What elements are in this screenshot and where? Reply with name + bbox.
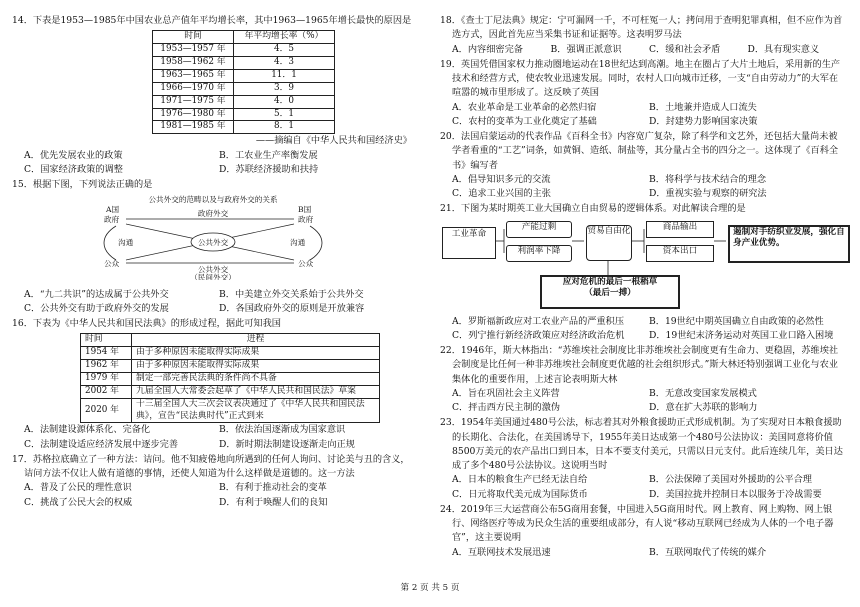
table-row	[153, 95, 335, 108]
box-label: 工业革命	[451, 228, 487, 239]
option-c: C．农村的变革为工业化奠定了基础	[452, 115, 597, 127]
question-16	[12, 317, 414, 452]
industrial-revolution-box	[442, 227, 496, 259]
overcapacity-box	[506, 221, 572, 238]
table-cell: 1953—1957 年	[153, 44, 234, 57]
table-header-row	[153, 31, 335, 44]
table-cell: 制定一部完善民法典的条件尚不具备	[132, 372, 380, 385]
option-c: C．日元将取代美元成为国际货币	[452, 488, 588, 500]
bottom-sub-label: （民间外交）	[190, 273, 236, 281]
question-18	[440, 14, 846, 57]
table-header-cell: 时间	[81, 334, 132, 347]
option-c: C．缓和社会矛盾	[649, 43, 721, 55]
table-row	[153, 108, 335, 121]
profit-decline-box	[506, 245, 572, 262]
crisis-box	[540, 275, 680, 309]
question-stem: 17．苏格拉底确立了一种方法：诘问。他不知疲倦地向所遇到的任何人询问、讨论美与丑的含义，诘问方法不仅让人做有道德的事情，还使人知道为什么这样做是道德的。这一方法	[12, 453, 410, 480]
box-label: 应对危机的最后一根稻草	[562, 276, 658, 287]
table-cell: 1966—1970 年	[153, 82, 234, 95]
free-trade-flow-diagram	[440, 219, 846, 311]
table-row	[81, 372, 380, 385]
table-cell: 九届全国人大常委会起草了《中华人民共和国民法》草案	[132, 385, 380, 398]
gov-left-label: 政府	[104, 215, 120, 225]
option-b: B．强调正派意识	[550, 43, 622, 55]
table-cell: 1976—1980 年	[153, 108, 234, 121]
options	[440, 315, 846, 344]
question-24	[440, 503, 846, 560]
public-diplomacy-label: 公共外交	[197, 238, 229, 248]
table-cell: 4．5	[234, 44, 335, 57]
strategy-box	[728, 225, 850, 263]
option-d: D．19世纪末济务运动对英国工业口路入困境	[649, 329, 834, 341]
table-row	[153, 44, 335, 57]
communicate-right-label: 沟通	[290, 238, 306, 248]
box-label: 利润率下降	[517, 245, 561, 256]
left-column	[12, 14, 414, 511]
table-row	[153, 121, 335, 134]
public-left-label: 公众	[104, 259, 120, 269]
options	[440, 173, 846, 202]
table-header-row	[81, 334, 380, 347]
option-d: D．美国拉拢并控制日本以服务于冷战需要	[649, 488, 822, 500]
question-stem: 22．1946年，斯大林指出：“苏维埃社会制度比非苏维埃社会制度更有生命力、更稳固，苏维埃社会制度是比任何一种非苏维埃社会制度更优越的社会组织形式。”斯大林还特别强调工业化与农业集体化的重要作用，上述言论表明斯大林	[440, 345, 839, 385]
table-row	[153, 69, 335, 82]
question-14	[12, 14, 414, 177]
options	[440, 101, 846, 130]
table-cell: 1962 年	[81, 360, 132, 373]
table-cell: 2020 年	[81, 398, 132, 423]
option-b: B．依法治国逐渐成为国家意识	[219, 424, 346, 436]
question-stem: 20．法国启蒙运动的代表作品《百科全书》内容宽广复杂，除了科学和文艺外，还包括大量尚未被学者看重的“工艺”词条，如黄铜、造纸、制盐等，其分量占全书的四分之一。这体现了《百科全书》编写者	[440, 131, 839, 171]
country-b-label: B国	[298, 205, 312, 215]
option-d: D．封建势力影响国家决策	[649, 115, 758, 127]
options	[12, 149, 414, 178]
question-stem: 19．英国凭借国家权力推动圈地运动在18世纪达到高潮。地主在圈占了大片土地后，采用新的生产技术和经营方式，使农牧业迅速发展。同时，农村人口向城市迁移，一支“自由劳动力”的大军在喧嚣的城市里形成了。这反映了英国	[440, 58, 841, 99]
option-b: B．中美建立外交关系始于公共外交	[219, 288, 364, 300]
option-c: C．法制建设适应经济发展中逐步完善	[24, 438, 179, 450]
table-cell: 由于多种原因未能取得实际成果	[132, 347, 380, 360]
gov-diplomacy-label: 政府外交	[197, 209, 229, 219]
free-trade-box	[586, 225, 632, 261]
page-footer: 第 2 页 共 5 页	[400, 583, 460, 593]
option-a: A．倡导知识多元的交流	[452, 173, 551, 185]
table-cell: 十三届全国人大三次会议表决通过了《中华人民共和国民法典》，宣告“民法典时代”正式到来	[132, 398, 380, 423]
option-b: B．互联网取代了传统的媒介	[649, 546, 767, 558]
table-cell: 4．0	[234, 95, 335, 108]
box-sublabel: （最后一搏）	[584, 287, 636, 298]
right-column	[440, 14, 846, 561]
box-label: 商品输出	[662, 221, 698, 232]
option-a: A．互联网技术发展迅速	[452, 546, 551, 558]
table-cell: 8．1	[234, 121, 335, 134]
option-d: D．具有现实意义	[747, 43, 820, 55]
option-a: A．罗斯福新政应对工农业产品的严重积压	[452, 315, 625, 327]
question-stem: 14．下表是1953—1985年中国农业总产值年平均增长率，其中1963—1965年增长最快的原因是	[12, 15, 412, 26]
table-cell: 1958—1962 年	[153, 57, 234, 70]
table-cell: 1954 年	[81, 347, 132, 360]
option-b: B．公法保障了美国对外援助的公平合理	[649, 474, 812, 486]
option-c: C．公共外交有助于政府外交的发展	[24, 302, 169, 314]
options	[12, 423, 414, 452]
box-label: 贸易自由化	[587, 225, 631, 236]
table-cell: 1979 年	[81, 372, 132, 385]
question-stem: 15．根据下图，下列说法正确的是	[12, 179, 153, 190]
question-15	[12, 178, 414, 316]
table-cell: 2002 年	[81, 385, 132, 398]
option-b: B．将科学与技术结合的理念	[649, 173, 767, 185]
diplomacy-diagram	[98, 194, 328, 280]
option-b: B．无意改变国家发展模式	[649, 387, 757, 399]
option-c: C．国家经济政策的调整	[24, 163, 123, 175]
table-row	[153, 82, 335, 95]
table-row	[81, 398, 380, 423]
box-label: 产能过剩	[521, 221, 557, 232]
table-cell: 1981—1985 年	[153, 121, 234, 134]
option-d: D．意在扩大苏联的影响力	[649, 402, 758, 413]
table-header-cell: 时间	[153, 31, 234, 44]
option-c: C．列宁推行新经济政策应对经济政治危机	[452, 329, 625, 341]
option-b: B．19世纪中期英国确立自由政策的必然性	[649, 315, 824, 327]
growth-table	[152, 30, 335, 134]
capital-export-box	[646, 245, 714, 262]
options	[440, 546, 846, 560]
option-a: A．旨在巩固社会主义阵营	[452, 387, 560, 399]
communicate-left-label: 沟通	[118, 238, 134, 248]
table-cell: 1971—1975 年	[153, 95, 234, 108]
option-a: A．普及了公民的理性意识	[24, 482, 132, 494]
gov-right-label: 政府	[298, 215, 314, 225]
question-stem: 21．下图为某时期英工业大国确立自由贸易的逻辑体系。对此解读合理的是	[440, 203, 746, 215]
public-right-label: 公众	[298, 259, 314, 269]
option-d: D．苏联经济援助和扶持	[219, 163, 319, 175]
right-curve	[310, 226, 322, 260]
option-a: A．优先发展农业的政策	[24, 149, 123, 161]
options	[440, 43, 846, 57]
question-23	[440, 416, 846, 502]
question-stem: 24．2019年三大运营商公布5G商用套餐，中国进入5G商用时代。网上教育、网上购物、网上银行、网络医疗等成为民众生活的重要组成部分，有人说“移动互联网已经成为人体的一个电子器官”，这主要说明	[440, 503, 834, 544]
diagram-title: 公共外交的范畴以及与政府外交的关系	[148, 195, 278, 205]
left-curve	[104, 226, 116, 260]
option-a: A．日本的粮食生产已经无法自给	[452, 474, 588, 486]
option-c: C．追求工业兴国的主张	[452, 188, 551, 199]
box-label: 资本出口	[662, 245, 698, 256]
options	[12, 288, 414, 317]
question-22	[440, 344, 846, 415]
table-row	[81, 360, 380, 373]
table-row	[81, 385, 380, 398]
question-stem: 23．1954年美国通过480号公法，标志着其对外粮食援助正式形成机制。为了实现对日本粮食援助的长期化、合法化，在美国诱导下，1955年美日达成第一个480号公法协议：美国同意将价值8500万美元的农产品出口到日本，日本不要支付美元，只需以日元支付。此后连续几年，美日达成了多个480号公法协议。这说明当时	[440, 417, 843, 471]
table-header-cell: 年平均增长率（%）	[234, 31, 335, 44]
option-b: B．工农业生产率衡发展	[219, 149, 318, 161]
option-a: A．农业革命是工业革命的必然归宿	[452, 101, 597, 113]
table-row	[153, 57, 335, 70]
commodity-export-box	[646, 221, 714, 238]
civil-code-table	[80, 333, 380, 423]
table-cell: 由于多种原因未能取得实际成果	[132, 360, 380, 373]
option-c: C．挑战了公民大会的权威	[24, 496, 133, 508]
country-a-label: A国	[106, 205, 120, 215]
question-stem: 16．下表为《中华人民共和国民法典》的形成过程，据此可知我国	[12, 318, 281, 329]
option-d: D．有利于唤醒人们的良知	[219, 496, 328, 508]
question-20	[440, 130, 846, 201]
option-d: D．新时期法制建设逐渐走向正规	[219, 438, 355, 450]
option-d: D．重视实验与观察的研究法	[649, 188, 767, 199]
table-header-cell: 进程	[132, 334, 380, 347]
table-cell: 5．1	[234, 108, 335, 121]
table-source: ——摘编自《中华人民共和国经济史》	[255, 135, 412, 147]
option-a: A．法制建设源体系化、完备化	[24, 424, 151, 436]
table-row	[81, 347, 380, 360]
bottom-label: 公共外交	[197, 265, 229, 275]
option-b: B．土地兼并造成人口流失	[649, 101, 757, 113]
options	[440, 473, 846, 502]
option-a: A．“九二共识”的达成属于公共外交	[24, 288, 169, 300]
option-b: B．有利于推动社会的变革	[219, 482, 327, 494]
table-cell: 4．3	[234, 57, 335, 70]
option-a: A．内容细密完备	[452, 43, 523, 55]
table-cell: 11．1	[234, 69, 335, 82]
question-17	[12, 453, 414, 510]
box-label: 遏制对手纺织业发展，强化自身产业优势。	[733, 226, 845, 248]
options	[12, 481, 414, 510]
question-stem: 18．《查士丁尼法典》规定：宁可漏网一千，不可枉冤一人；拷问用于查明犯罪真相，但不应作为首选方式，因此首先应当采集书证和证据等。这表明罗马法	[440, 15, 843, 41]
question-21	[440, 202, 846, 343]
question-19	[440, 58, 846, 129]
table-cell: 3．9	[234, 82, 335, 95]
option-d: D．各国政府外交的原则是开放兼容	[219, 302, 365, 314]
options	[440, 387, 846, 416]
option-c: C．抨击西方民主制的激伪	[452, 402, 561, 413]
table-cell: 1963—1965 年	[153, 69, 234, 82]
